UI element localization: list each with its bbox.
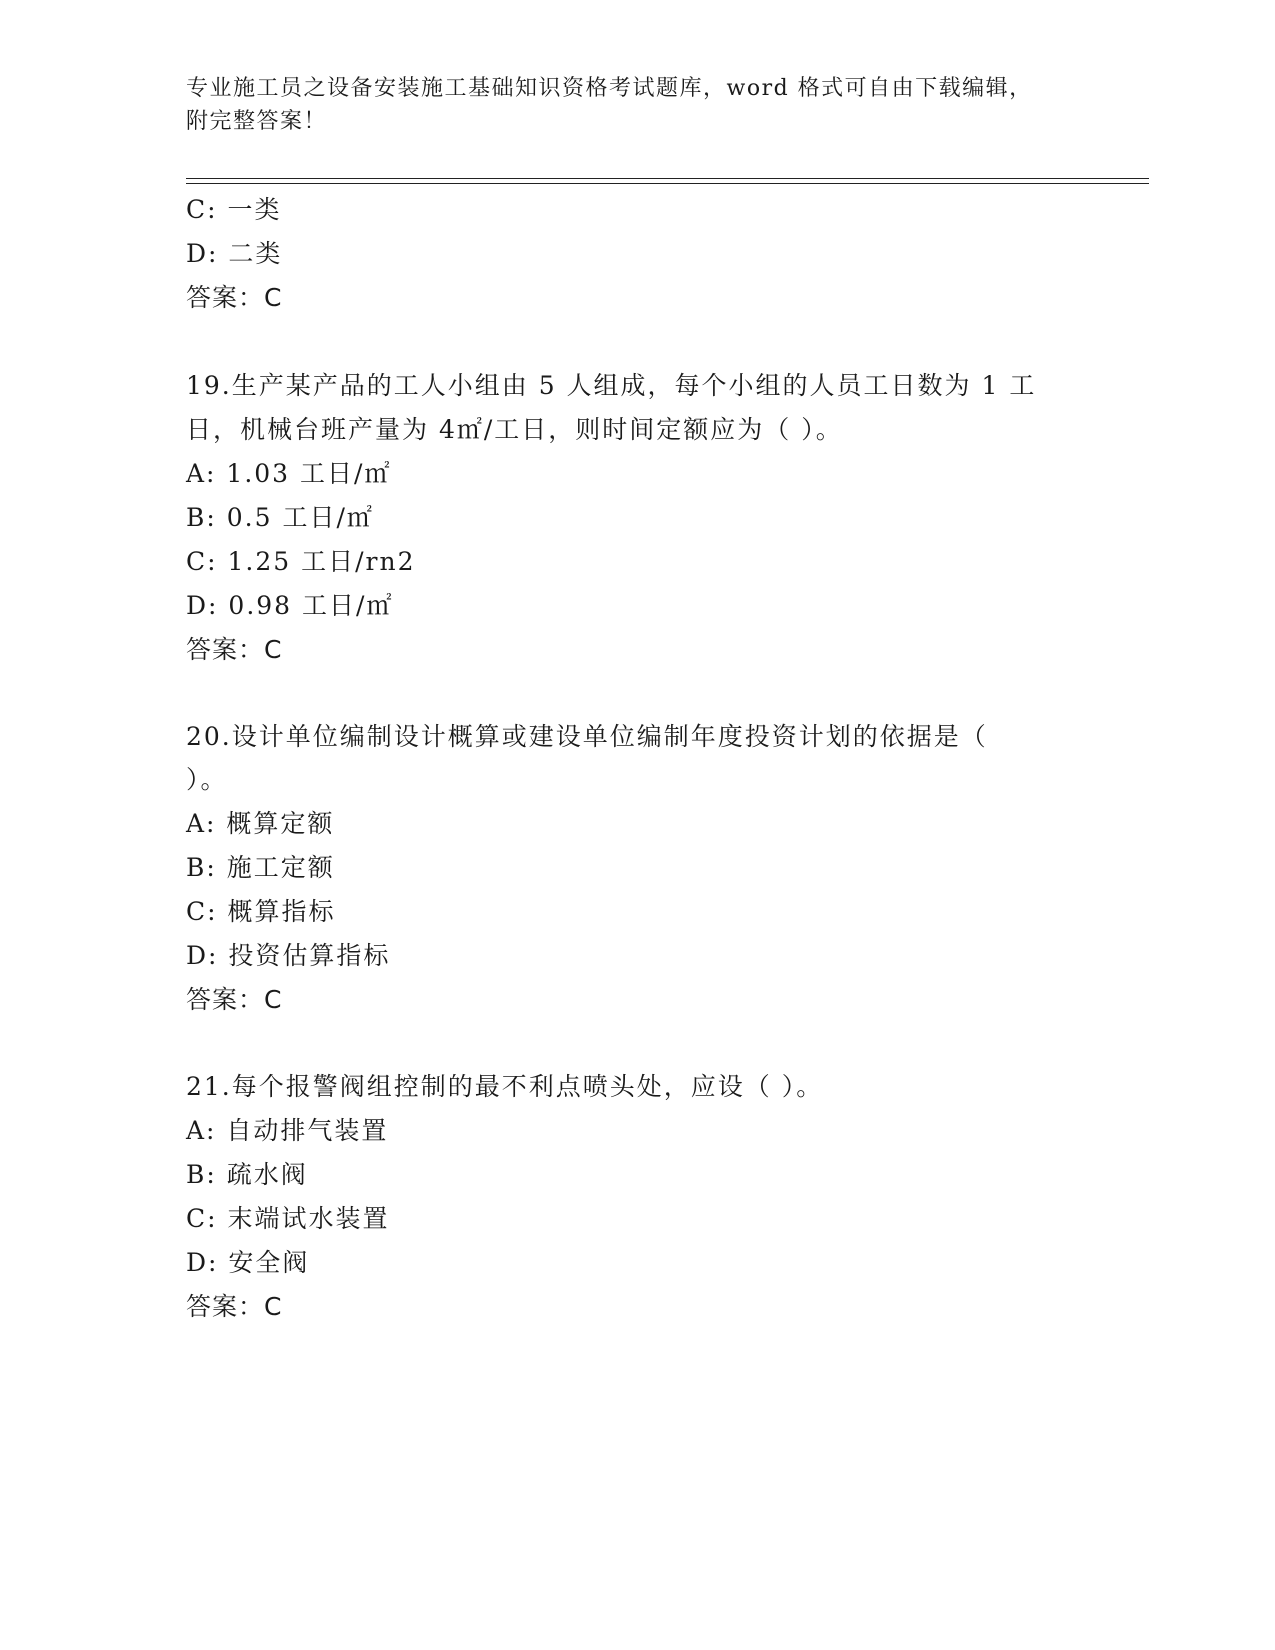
question-21-stem-line-1: 21.每个报警阀组控制的最不利点喷头处，应设（ ）。 (186, 1072, 824, 1101)
question-19-stem-line-1: 19.生产某产品的工人小组由 5 人组成，每个小组的人员工日数为 1 工 (186, 371, 1037, 400)
option-c: C: 一类 (186, 195, 282, 224)
document-header (186, 72, 1086, 138)
question-20-option-d: D: 投资估算指标 (186, 941, 391, 970)
header-title-line-1: 专业施工员之设备安装施工基础知识资格考试题库，word 格式可自由下载编辑， (186, 76, 1033, 101)
header-title-line-2: 附完整答案！ (186, 109, 328, 134)
question-21-option-c: C: 末端试水装置 (186, 1204, 390, 1233)
question-20-answer: 答案：C (186, 985, 283, 1014)
question-20-stem-line-1: 20.设计单位编制设计概算或建设单位编制年度投资计划的依据是（ (186, 722, 988, 751)
question-20-option-a: A: 概算定额 (186, 809, 335, 838)
question-19-option-d: D: 0.98 工日/㎡ (186, 591, 394, 620)
question-21-option-b: B: 疏水阀 (186, 1160, 308, 1189)
question-21-answer: 答案：C (186, 1292, 283, 1321)
question-19-answer: 答案：C (186, 635, 283, 664)
header-divider-top (186, 178, 1149, 179)
question-19-option-c: C: 1.25 工日/rn2 (186, 547, 416, 576)
question-21-option-d: D: 安全阀 (186, 1248, 310, 1277)
question-20-option-b: B: 施工定额 (186, 853, 335, 882)
question-21-option-a: A: 自动排气装置 (186, 1116, 389, 1145)
question-19-stem-line-2: 日，机械台班产量为 4㎡/工日，则时间定额应为（ ）。 (186, 415, 843, 444)
question-20-stem-line-2: ）。 (186, 765, 228, 794)
header-divider-bottom (186, 183, 1149, 184)
question-19-option-a: A: 1.03 工日/㎡ (186, 459, 392, 488)
question-20-option-c: C: 概算指标 (186, 897, 336, 926)
option-d: D: 二类 (186, 239, 283, 268)
question-19-option-b: B: 0.5 工日/㎡ (186, 503, 374, 532)
answer-line: 答案：C (186, 283, 283, 312)
